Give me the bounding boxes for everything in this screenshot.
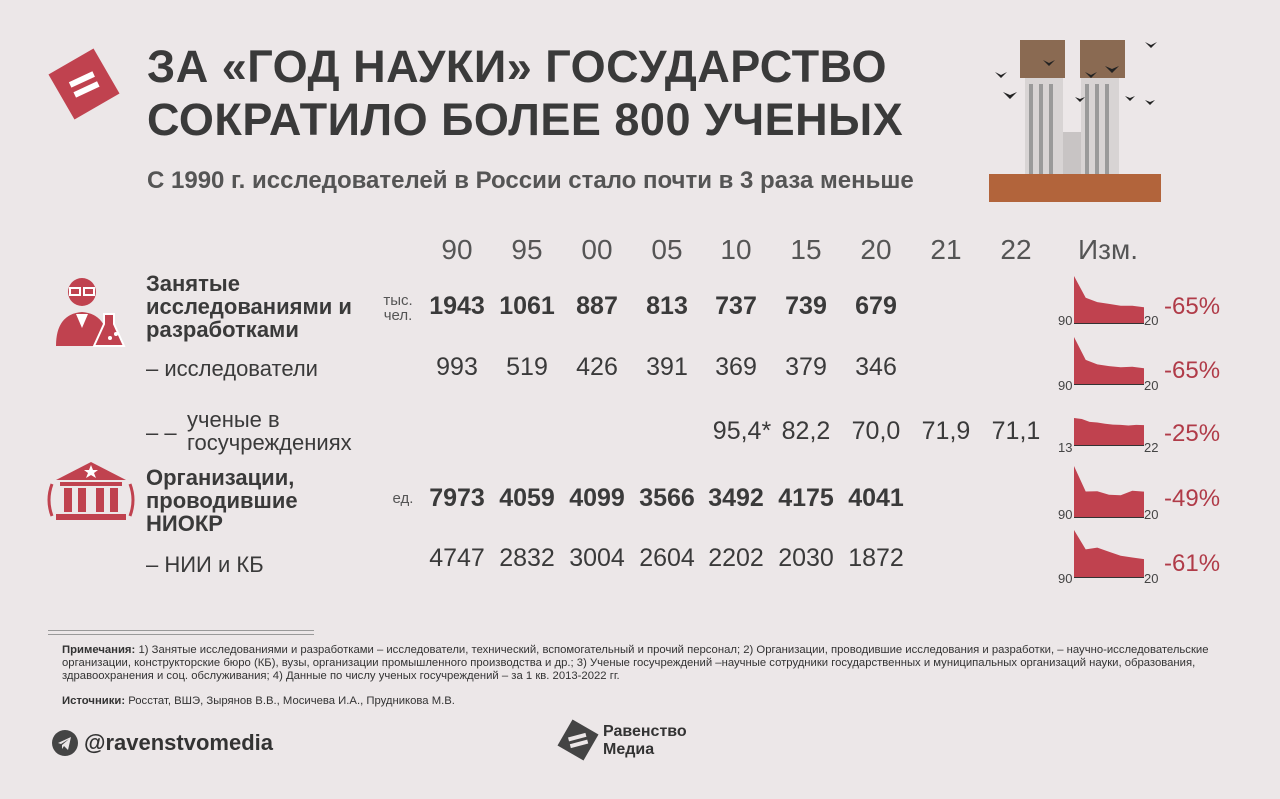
table-cell: 737 [715,292,757,320]
year-header: 20 [860,234,892,265]
change-value: -25% [1164,420,1221,447]
table-cell: 3566 [639,484,695,512]
table-cell: 679 [855,292,897,320]
year-header: 21 [930,234,962,265]
table-cell: 4175 [778,484,834,512]
table-cell: 4041 [848,484,904,512]
axis-start-label: 90 [1058,313,1073,328]
academy-building-illustration [985,32,1165,207]
table-cell: 2832 [499,544,555,572]
axis-start-label: 90 [1058,378,1073,393]
table-cell: 2202 [708,544,764,572]
row-prefix: – – [146,420,177,445]
row-label: Занятые исследованиями и разработками [146,271,352,342]
brand-footer-logo-icon [556,718,600,762]
table-cell: 3004 [569,544,625,572]
table-cell: 71,9 [921,417,971,445]
row-label: – исследователи [146,356,318,381]
table-cell: 379 [785,353,827,381]
telegram-icon[interactable] [52,730,78,756]
sparkline [1074,337,1144,385]
notes-divider [48,630,314,635]
row-label: – НИИ и КБ [146,552,264,577]
table-cell: 391 [646,353,688,381]
change-value: -65% [1164,357,1221,384]
sparkline [1074,418,1144,446]
table-cell: 82,2 [781,417,831,445]
axis-end-label: 22 [1144,440,1159,455]
subtitle: С 1990 г. исследователей в России стало почти в 3 раза меньше [147,167,914,194]
year-header: 90 [441,234,473,265]
table-cell: 1943 [429,292,485,320]
axis-start-label: 90 [1058,571,1073,586]
year-header: 15 [790,234,822,265]
year-header: 00 [581,234,613,265]
table-cell: 4059 [499,484,555,512]
table-cell: 7973 [429,484,485,512]
table-cell: 813 [646,292,688,320]
brand-name: Равенство Медиа [603,723,687,758]
axis-start-label: 90 [1058,507,1073,522]
scientist-icon [52,270,130,348]
table-cell: 346 [855,353,897,381]
change-value: -65% [1164,293,1221,320]
brand-logo-icon [48,48,120,120]
year-header: 05 [651,234,683,265]
table-cell: 70,0 [851,417,901,445]
table-cell: 4099 [569,484,625,512]
table-cell: 95,4* [712,417,772,445]
table-cell: 993 [436,353,478,381]
sparkline [1074,466,1144,518]
table-cell: 71,1 [991,417,1041,445]
axis-end-label: 20 [1144,378,1159,393]
notes: Примечания: 1) Занятые исследованиями и разработками – исследователи, технический, вспомогательный и прочий персонал; 2) Организации, проводившие исследования и разработки, – научно-исследовательские организации, конструкторские бюро (КБ), вузы, организации промышленного производства и др.; 3) Ученые госучреждений –научные сотрудники государственных и муниципальных организаций науки, образования, здравоохранения и соц. обслуживания; 4) Данные по числу ученых госучреждений – за 1 кв. 2013-2022 гг. [62,644,1209,682]
table-cell: 1872 [848,544,904,572]
page-title: ЗА «ГОД НАУКИ» ГОСУДАРСТВО СОКРАТИЛО БОЛЕЕ 800 УЧЕНЫХ [147,41,904,145]
change-value: -49% [1164,485,1221,512]
social-handle-link[interactable]: @ravenstvomedia [84,730,273,755]
year-header: 22 [1000,234,1032,265]
sparkline-area [1074,466,1144,518]
sparkline [1074,530,1144,578]
axis-end-label: 20 [1144,313,1159,328]
year-header: 10 [720,234,752,265]
table-cell: 2030 [778,544,834,572]
row-label: ученые в госучреждениях [187,407,352,455]
table-cell: 2604 [639,544,695,572]
table-cell: 519 [506,353,548,381]
table-cell: 426 [576,353,618,381]
table-cell: 4747 [429,544,485,572]
year-header: 95 [511,234,543,265]
sources: Источники: Росстат, ВШЭ, Зырянов В.В., Мосичева И.А., Прудникова М.В. [62,695,455,707]
table-cell: 739 [785,292,827,320]
table-cell: 3492 [708,484,764,512]
row-label: Организации, проводившие НИОКР [146,465,298,536]
row-unit: ед. [392,490,414,507]
sparkline-area [1074,530,1144,578]
table-cell: 369 [715,353,757,381]
sparkline-area [1074,418,1144,446]
table-cell: 1061 [499,292,555,320]
sparkline-area [1074,276,1144,324]
institution-icon [46,460,136,526]
sparkline-area [1074,337,1144,385]
change-header: Изм. [1078,234,1138,265]
table-cell: 887 [576,292,618,320]
change-value: -61% [1164,550,1221,577]
row-unit: тыс. чел. [383,292,413,324]
axis-start-label: 13 [1058,440,1073,455]
sparkline [1074,276,1144,324]
axis-end-label: 20 [1144,507,1159,522]
axis-end-label: 20 [1144,571,1159,586]
